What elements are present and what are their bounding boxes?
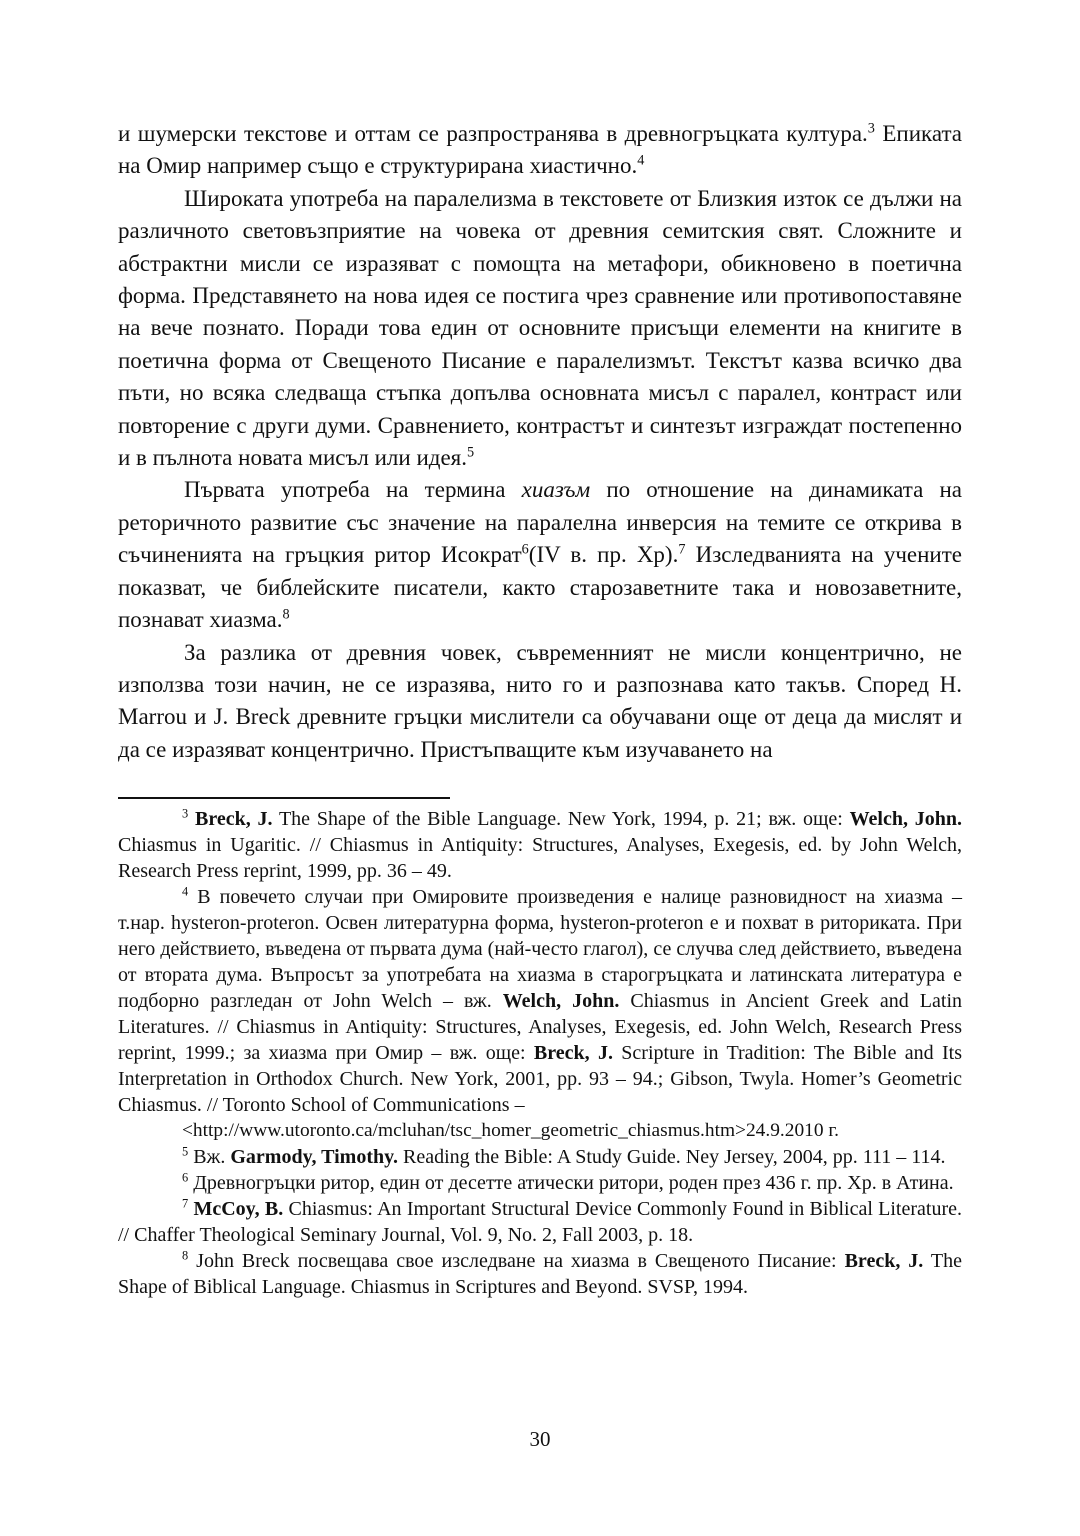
footnote-text: Вж. <box>188 1146 231 1168</box>
footnote-ref-8[interactable]: 8 <box>282 606 290 623</box>
author-name: Breck, J. <box>844 1250 924 1272</box>
paragraph-text: Широката употреба на паралелизма в текстовете от Близкия изток се дължи на различното световъзприятие на човека от древния семитския свят. Сложните и абстрактни мисли се изразяват с помощта на метафори, обикновено в поетична форма. Представянето на нова идея се постига чрез сравнение или противопоставяне на вече познато. Поради това един от основните присъщи елементи на книгите в поетична форма от Свещеното Писание е паралелизмът. Текстът казва всичко два пъти, но всяка следваща стъпка допълва основната мисъл с паралел, контраст или повторение с други думи. Сравнението, контрастът и синтезът изграждат постепенно и в пълнота новата мисъл или идея. <box>118 185 962 471</box>
paragraph-1 <box>118 118 962 183</box>
footnote-7 <box>118 1196 962 1248</box>
footnote-text: Chiasmus: An Important Structural Device Commonly Found in Biblical Literature. // Chaffer Theological Seminary Journal, Vol. 9, No. 2, Fall 2003, p. 18. <box>118 1198 962 1246</box>
footnote-number: 4 <box>182 884 189 899</box>
footnote-number: 7 <box>182 1196 189 1211</box>
footnote-text: Chiasmus in Ugaritic. // Chiasmus in Antiquity: Structures, Analyses, Exegesis, ed. by John Welch, Research Press reprint, 1999, pp. 36 – 49. <box>118 834 962 882</box>
paragraph-text: За разлика от древния човек, съвременният не мисли концентрично, не използва този начин, не се изразява, нито го и разпознава като такъв. Според H. Marrou и J. Breck древните гръцки мислители са обучавани още от деца да мислят и да се изразяват концентрично. Пристъпващите към изучаването на <box>118 639 962 762</box>
footnotes <box>118 806 962 1300</box>
footnote-number: 6 <box>182 1170 189 1185</box>
paragraph-text: Първата употреба на термина <box>184 477 522 503</box>
paragraph-text: по отношение на динамиката на реторичното развитие със значение на паралелна инверсия на темите се открива в съчиненията на гръцкия ритор Исократ <box>118 477 963 568</box>
footnote-ref-6[interactable]: 6 <box>521 541 529 558</box>
footnote-text: John Breck посвещава свое изследване на хиазма в Свещеното Писание: <box>188 1250 845 1272</box>
footnote-number: 3 <box>182 806 189 821</box>
footnote-ref-5[interactable]: 5 <box>467 444 475 461</box>
author-name: Breck, J. <box>188 808 273 830</box>
footnote-number: 8 <box>182 1248 189 1263</box>
paragraph-text: (IV в. пр. Хр). <box>528 542 679 568</box>
footnote-5 <box>118 1144 962 1170</box>
paragraph-text: Епиката на Омир например също е структурирана хиастично. <box>118 121 962 179</box>
footnote-text: The Shape of the Bible Language. New York, 1994, p. 21; вж. още: <box>272 808 850 830</box>
footnote-text: Chiasmus in Ancient Greek and Latin Literatures. // Chiasmus in Antiquity: Structures, Analyses, Exegesis, ed. John Welch, Research Press reprint, 1999.; за хиазма при Омир – вж. още: <box>118 990 963 1064</box>
paragraph-text: и шумерски текстове и оттам се разпространява в древногръцката култура. <box>118 121 868 146</box>
paragraph-4 <box>118 637 962 767</box>
footnote-3 <box>118 806 962 884</box>
footnote-text: Scripture in Tradition: The Bible and Its Interpretation in Orthodox Church. New York, 2001, pp. 93 – 94.; Gibson, Twyla. Homer’s Geometric Chiasmus. // Toronto School of Communications – <box>118 1042 962 1116</box>
footnote-ref-7[interactable]: 7 <box>678 541 686 558</box>
page-number: 30 <box>529 1427 551 1451</box>
author-name: Garmody, Timothy. <box>230 1146 399 1168</box>
footnote-separator <box>118 797 450 799</box>
footnote-number: 5 <box>182 1144 189 1159</box>
footnote-text: The Shape of Biblical Language. Chiasmus in Scriptures and Beyond. SVSP, 1994. <box>118 1250 963 1298</box>
footnote-4-url[interactable]: <http://www.utoronto.ca/mcluhan/tsc_homer_geometric_chiasmus.htm>24.9.2010 г. <box>182 1120 839 1141</box>
paragraph-text: Изследванията на учените показват, че библейските писатели, както старозаветните така и новозаветните, познават хиазма. <box>118 542 962 633</box>
footnote-text: Древногръцки ритор, един от десетте атически ритори, роден през 436 г. пр. Хр. в Атина. <box>188 1172 954 1194</box>
footnote-text: Reading the Bible: A Study Guide. Ney Jersey, 2004, pp. 111 – 114. <box>398 1146 946 1168</box>
author-name: Welch, John. <box>849 808 962 830</box>
author-name: Welch, John. <box>502 990 620 1012</box>
footnote-4 <box>118 884 962 1118</box>
main-text <box>118 118 962 766</box>
term-chiasmus: хиазъм <box>521 477 591 503</box>
footnote-6 <box>118 1170 962 1196</box>
author-name: McCoy, B. <box>188 1198 284 1220</box>
footnote-ref-4[interactable]: 4 <box>637 152 645 169</box>
footnote-text: В повечето случаи при Омировите произведения е налице разновидност на хиазма – т.нар. hysteron-proteron. Освен литературна форма, hysteron-proteron е и похват в риториката. При него действието, въведена от първата дума (най-често глагол), се случва след действието, въведена от втората дума. Въпросът за употребата на хиазма в старогръцката и латинската литература е подборно разгледан от John Welch – вж. <box>118 886 962 1012</box>
footnote-ref-3[interactable]: 3 <box>867 120 875 137</box>
paragraph-3 <box>118 474 962 636</box>
author-name: Breck, J. <box>533 1042 613 1064</box>
footnote-8 <box>118 1248 962 1300</box>
paragraph-2 <box>118 183 962 475</box>
